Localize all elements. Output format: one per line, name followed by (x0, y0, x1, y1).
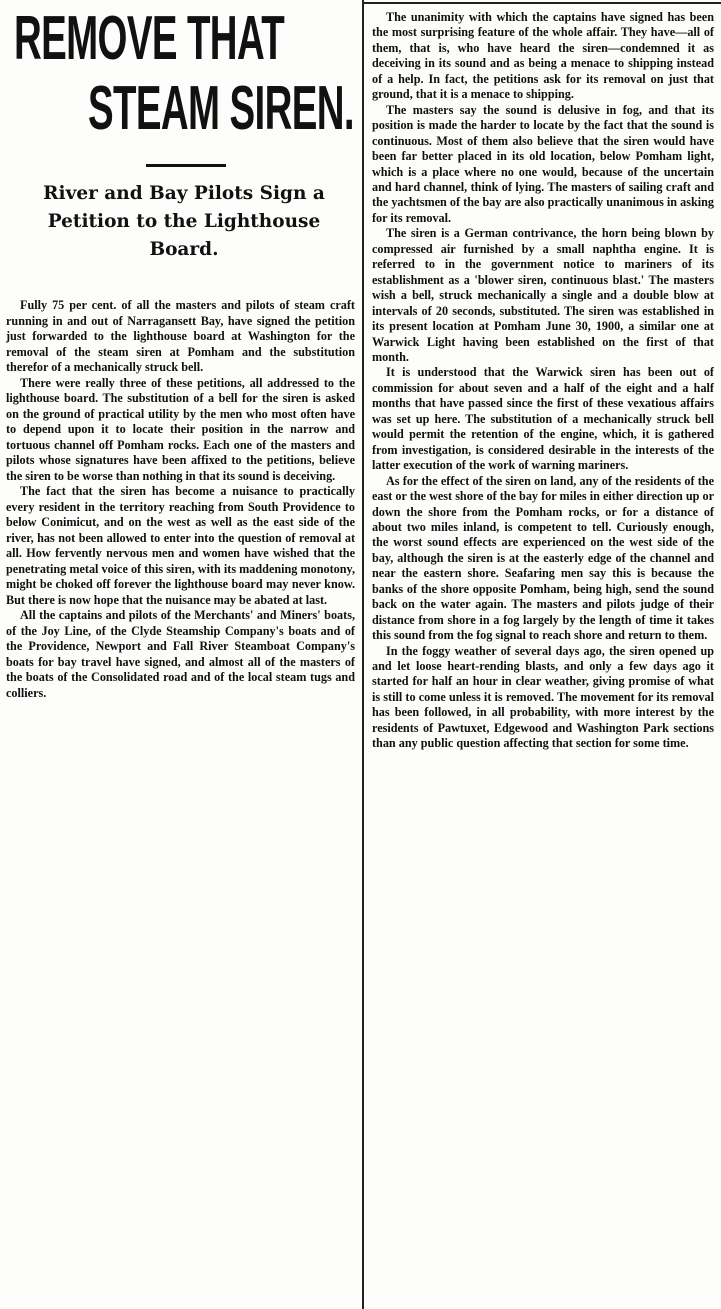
article-paragraph: There were really three of these petitions, all addressed to the lighthouse board. The substitution of a bell for the siren is asked on the ground of practical utility by the men who most often have to depend upon it to locate their position in the narrow and tortuous channel off Pomham rocks. Each one of the masters and pilots whose signatures have been affixed to the petitions, believe the siren to be worse than nothing in that its sound is deceiving. (6, 375, 355, 483)
article-paragraph: The masters say the sound is delusive in fog, and that its position is made the harder to locate by the fact that the sound is continuous. Most of them also believe that the siren would have been far better placed in its old location, below Pomham light, which is a place where no one would, because of the uncertain and hard channel, think of lying. The masters of sailing craft and the yachtsmen of the bay are also practically unanimous in asking for its removal. (372, 102, 714, 225)
article-paragraph: The unanimity with which the captains have signed has been the most surprising feature of the whole affair. They have—all of them, that is, who have heard the siren—condemned it as deceiving in its sound and as being a menace to shipping instead of a help. In fact, the petitions ask for its removal on just that ground, that it is a menace to shipping. (372, 10, 714, 102)
headline-line-1: REMOVE THAT (14, 4, 285, 73)
article-paragraph: Fully 75 per cent. of all the masters and pilots of steam craft running in and out of Narragansett Bay, have signed the petition just forwarded to the lighthouse board at Washington for the removal of the steam siren at Pomham and the substitution therefor of a mechanically struck bell. (6, 298, 355, 374)
column-top-rule (362, 2, 721, 4)
right-article-body (372, 10, 714, 752)
article-paragraph: It is understood that the Warwick siren has been out of commission for about seven and a half of the eight and a half months that have passed since the first of these vexatious affairs was set up here. The substitution of a mechanically struck bell would permit the retention of the engine, which, it is gathered from investigation, is considered desirable in the interests of the latter execution of the work of warning mariners. (372, 365, 714, 473)
left-article-body (6, 298, 355, 701)
article-paragraph: All the captains and pilots of the Merchants' and Miners' boats, of the Joy Line, of the Clyde Steamship Company's boats and of the Providence, Newport and Fall River Steamboat Company's boats for bay travel have signed, and almost all of the masters of the boats of the Consolidated road and of the local steam tugs and colliers. (6, 608, 355, 700)
article-paragraph: In the foggy weather of several days ago, the siren opened up and let loose heart-rending blasts, and only a few days ago it started for half an hour in clear weather, giving promise of what is still to come unless it is removed. The movement for its removal has been followed, in all probability, with more interest by the residents of Pawtuxet, Edgewood and Washington Park sections than any public question affecting that section for some time. (372, 643, 714, 751)
headline-line-2: STEAM SIREN. (88, 74, 354, 143)
article-paragraph: The siren is a German contrivance, the horn being blown by compressed air furnished by a small naphtha engine. It is referred to in the government notice to mariners of its establishment as a 'blower siren, continuous blast.' The masters wish a bell, struck mechanically a single and a double blow at intervals of 20 seconds, substituted. The siren was established in its present location at Pomham June 30, 1900, a similar one at Warwick Light having been established on the first of that month. (372, 226, 714, 364)
headline-rule (146, 164, 226, 167)
article-paragraph: As for the effect of the siren on land, any of the residents of the east or the west shore of the bay for miles in either direction up or down the shore from the Pomham rocks, or for a distance of about two miles inland, is competent to tell. Curiously enough, the worst sound effects are experienced on the west side of the bay, although the siren is at the easterly edge of the channel and near the eastern shore. Seafaring men say this is because the banks of the shore opposite Pomham, being high, send the sound back on the water again. The masters and pilots judge of their distance from shore in a fog largely by the length of time it takes this sound from the fog signal to reach shore and return to them. (372, 473, 714, 643)
column-divider (362, 0, 364, 1309)
article-paragraph: The fact that the siren has become a nuisance to practically every resident in the territory reaching from South Providence to below Conimicut, and on the west as well as the east side of the river, has not been allowed to enter into the question of removal at all. How fervently nervous men and women have wished that the penetrating metal voice of this siren, with its maddening monotony, might be choked off forever the lighthouse board may never know. But there is now hope that the nuisance may be abated at last. (6, 484, 355, 607)
subheadline: River and Bay Pilots Sign a Petition to the Lighthouse Board. (43, 183, 325, 260)
